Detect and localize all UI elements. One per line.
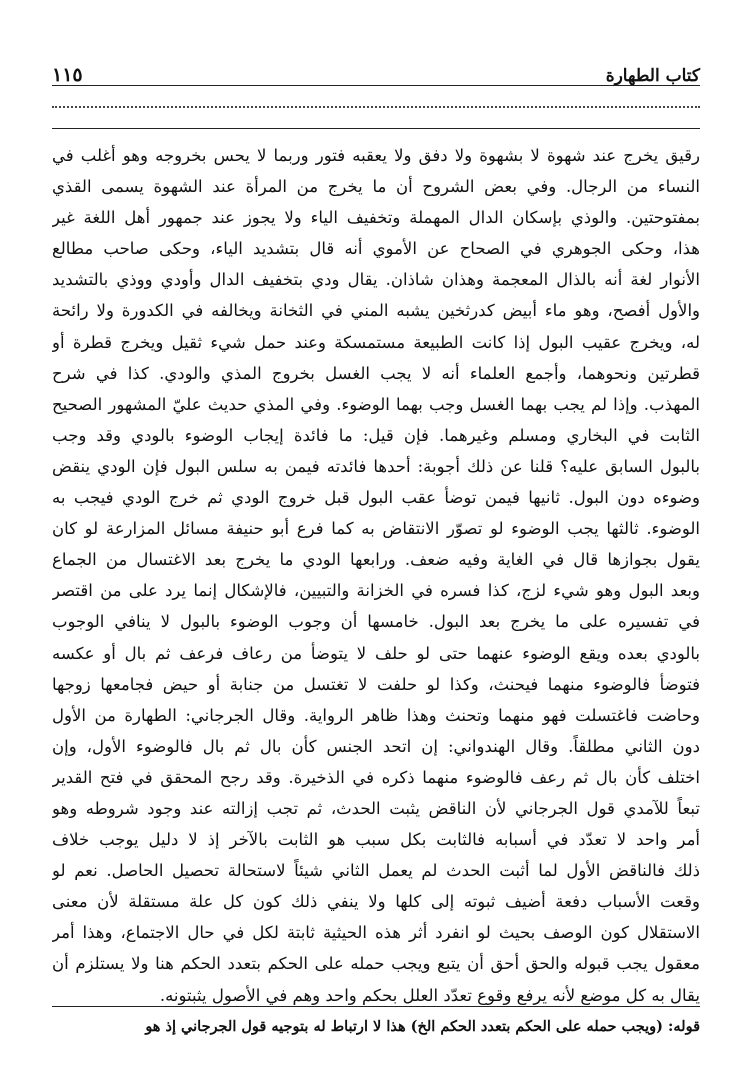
- footnote: قوله: (ويجب حمله على الحكم بتعدد الحكم الخ) هذا لا ارتباط له بتوجيه قول الجرجاني إذ هو: [145, 1018, 700, 1035]
- text-line: والأول أفصح، وهو ماء أبيض كدرثخين يشبه المني في الثخانة ويخالفه في الكدورة ولا رائحة: [52, 301, 700, 321]
- text-line: وقعت الأسباب دفعة أضيف ثبوته إلى كلها ولا ينفي ذلك كون كل علة مستقلة لأن معنى: [52, 892, 700, 912]
- text-line: اختلف كأن بال ثم رعف فالوضوء منهما ذكره في الذخيرة. وقد رجح المحقق في فتح القدير: [52, 767, 700, 787]
- text-line: هذا، وحكى الجوهري في الصحاح عن الأموي أنه قال بتشديد الياء، وحكى صاحب مطالع: [52, 239, 700, 259]
- text-line: الاستقلال كون الوصف بحيث لو انفرد أثر هذه الحيثية ثابتة لكل في حال الاجتماع، وهذا أمر: [52, 923, 700, 943]
- text-line: قطرتين ونحوهما، وأجمع العلماء أنه لا يجب الغسل بخروج المذي والودي. كذا في شرح: [52, 363, 700, 383]
- text-line: النساء من الرجال. وفي بعض الشروح أن ما يخرج من المرأة عند الشهوة يسمى القذي: [52, 177, 700, 197]
- text-line: رقيق يخرج عند شهوة لا بشهوة ولا دفق ولا يعقبه فتور وربما لا يحس بخروجه وهو أغلب في: [52, 146, 700, 165]
- text-line: ذلك فالناقض الأول لما أثبت الحدث لم يعمل الثاني شيئاً لاستحالة تحصيل الحاصل. نعم لو: [52, 861, 700, 881]
- text-line: معقول يجب قبوله والحق أحق أن يتبع ويجب حمله على الحكم بتعدد الحكم هنا ولا يستلزم أن: [52, 954, 700, 974]
- text-line: يقال به كل موضع لأنه يرفع وقوع تعدّد العلل بحكم واحد وهم في الأصول يثبتونه.: [159, 985, 700, 1005]
- text-line: الأنوار لغة أنه بالذال المعجمة وهذان شاذان. يقال ودي بتخفيف الدال وأودي ووذي بالتشديد: [52, 270, 700, 290]
- text-line: أمر واحد لا تعدّد في أسبابه فالثابت بكل سبب هو الثابت بالآخر إذ لا دليل يوجب خلاف: [52, 830, 700, 850]
- text-line: بالودي بعده ويقع الوضوء عنهما حتى لو حلف لا يتوضأ من رعاف فرعف ثم بال أو عكسه: [52, 643, 700, 663]
- text-line: وضوءه دون البول. ثانيها فيمن توضأ عقب البول قبل خروج الودي ثم خرج الودي فيجب به: [52, 488, 700, 508]
- main-text: [52, 140, 700, 1011]
- footnote-rule: [52, 1006, 700, 1007]
- text-line: بالبول السابق عليه؟ قلنا عن ذلك أجوبة: أحدها فائدته فيمن به سلس البول فإن الودي ينقض: [52, 456, 700, 476]
- text-line: فتوضأ فالوضوء منهما فيحنث، وكذا لو حلفت لا تغتسل من جنابة أو حيض فجامعها زوجها: [52, 674, 700, 694]
- text-line: بمفتوحتين. والوذي بإسكان الدال المهملة وتخفيف الياء ولا يجوز عند جمهور أهل اللغة غير: [52, 208, 700, 228]
- text-top-rule: [52, 128, 700, 129]
- header-rule: [52, 85, 700, 86]
- text-line: له، ويخرج عقيب البول إذا كانت الطبيعة مستمسكة وعند حمل شيء ثقيل ويخرج قطرة أو: [52, 332, 700, 352]
- page-number: ١١٥: [52, 64, 83, 86]
- page-header: [52, 52, 700, 86]
- text-line: تبعاً للآمدي قول الجرجاني لأن الناقض يثبت الحدث، ثم تجب إزالته عند وجود شروطه وهو: [52, 798, 700, 818]
- dotted-separator: [52, 94, 700, 108]
- text-line: الوضوء. ثالثها يجب الوضوء لو تصوّر الانتقاض به كما فرع أبو حنيفة مسائل المزارعة لو كان: [52, 519, 700, 539]
- text-line: المهذب. وإذا لم يجب بهما الغسل وجب بهما الوضوء. وفي المذي حديث عليّ المشهور الصحيح: [52, 394, 700, 414]
- running-title: كتاب الطهارة: [605, 66, 700, 86]
- text-line: يقول بجوازها قال في الغاية وفيه ضعف. ورابعها الودي ما يخرج بعد الاغتسال من الجماع: [52, 550, 700, 570]
- text-line: دون الثاني مطلقاً. وقال الهندواني: إن اتحد الجنس كأن بال ثم بال فالوضوء الأول، وإن: [52, 736, 700, 756]
- text-line: في تفسيره على ما يخرج بعد البول. خامسها أن وجوب الوضوء بالبول لا ينافي الوجوب: [52, 612, 700, 632]
- text-line: وبعد البول وهو شيء لزج، كذا فسره في الخزانة والتبيين، فالإشكال إنما يرد على من اقتصر: [52, 581, 700, 601]
- text-line: الثابت في البخاري ومسلم وغيرهما. فإن قيل: ما فائدة إيجاب الوضوء بالودي وقد وجب: [52, 425, 700, 445]
- text-line: وحاضت فاغتسلت فهو منهما وتحنث وهذا ظاهر الرواية. وقال الجرجاني: الطهارة من الأول: [52, 705, 700, 725]
